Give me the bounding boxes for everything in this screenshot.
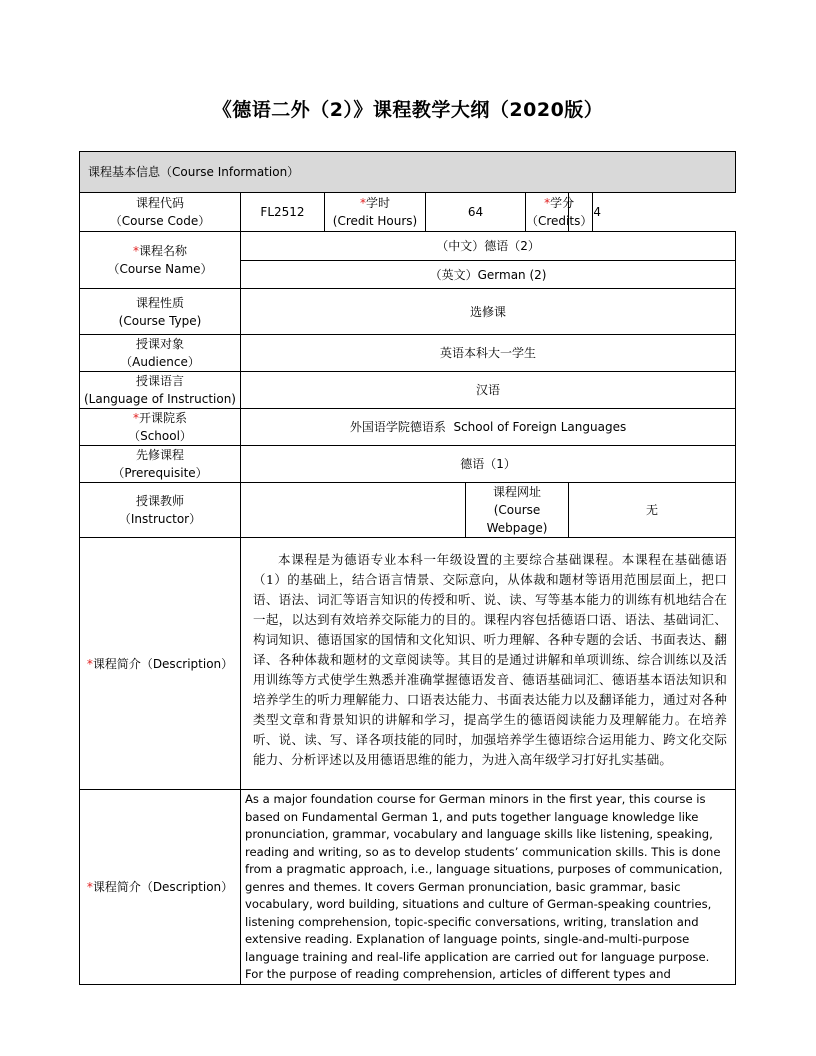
description-label: *课程简介（Description）	[80, 538, 241, 790]
prerequisite-label: 先修课程 （Prerequisite）	[80, 446, 241, 483]
course-type-label: 课程性质 (Course Type)	[80, 289, 241, 335]
description-en-text: As a major foundation course for German minors in the first year, this course is based on Fundamental German 1, and puts together language knowledge like pronunciation, grammar, vocabulary and language skills like listening, speaking, reading and writing, so as to develop students’ communication skills. This is done from a pragmatic approach, i.e., language situations, purposes of communication, genres and themes. It covers German pronunciation, basic grammar, basic vocabulary, word building, situations and culture of German-speaking countries, listening comprehension, topic-specific conversations, writing, translation and extensive reading. Explanation of language points, single-and-multi-purpose language training and real-life application are carried out for language purpose. For the purpose of reading comprehension, articles of different types and	[241, 790, 736, 985]
language-value: 汉语	[241, 372, 736, 409]
description-cn-text: 本课程是为德语专业本科一年级设置的主要综合基础课程。本课程在基础德语（1）的基础上，结合语言情景、交际意向，从体裁和题材等语用范围层面上，把口语、语法、词汇等语言知识的传授和听、说、读、写等基本能力的训练有机地结合在一起，以达到有效培养交际能力的目的。课程内容包括德语口语、语法、基础词汇、构词知识、德语国家的国情和文化知识、听力理解、各种专题的会话、书面表达、翻译、各种体裁和题材的文章阅读等。其目的是通过讲解和单项训练、综合训练以及活用训练等方式使学生熟悉并准确掌握德语发音、德语基础词汇、德语基本语法知识和培养学生的听力理解能力、口语表达能力、书面表达能力以及翻译能力，通过对各种类型文章和背景知识的讲解和学习，提高学生的德语阅读能力及理解能力。在培养听、说、读、写、译各项技能的同时，加强培养学生德语综合运用能力、跨文化交际能力、分析评述以及用德语思维的能力，为进入高年级学习打好扎实基础。	[253, 552, 728, 767]
required-mark: *	[132, 411, 139, 425]
webpage-value: 无	[569, 483, 736, 538]
prerequisite-row	[80, 446, 736, 483]
course-code-row	[80, 193, 736, 232]
language-row	[80, 372, 736, 409]
course-info-table	[79, 151, 736, 985]
audience-row	[80, 335, 736, 372]
credits-value: 4	[593, 205, 601, 219]
description-cn-row	[80, 538, 736, 790]
audience-label: 授课对象 （Audience）	[80, 335, 241, 372]
course-name-en: （英文）German (2)	[241, 261, 736, 289]
school-value: 外国语学院德语系 School of Foreign Languages	[241, 409, 736, 446]
description-label-en: *课程简介（Description）	[80, 790, 241, 985]
description-cn-cell	[241, 538, 736, 790]
school-row	[80, 409, 736, 446]
document-title: 《德语二外（2）》课程教学大纲（2020版）	[212, 99, 604, 121]
credits-cell	[526, 193, 601, 232]
course-code-label: 课程代码 （Course Code）	[80, 193, 241, 232]
instructor-label: 授课教师 （Instructor）	[80, 483, 241, 538]
credit-hours-value: 64	[426, 193, 526, 232]
course-name-cn: （中文）德语（2）	[241, 232, 736, 261]
section-header-row	[80, 152, 736, 193]
instructor-row	[80, 483, 736, 538]
prerequisite-value: 德语（1）	[241, 446, 736, 483]
credit-hours-label: *学时 (Credit Hours)	[325, 193, 426, 232]
webpage-label: 课程网址 (Course Webpage)	[466, 483, 569, 538]
course-code-value: FL2512	[241, 193, 325, 232]
section-header: 课程基本信息（Course Information）	[80, 152, 736, 193]
course-type-value: 选修课	[241, 289, 736, 335]
course-name-row-cn	[80, 232, 736, 261]
instructor-value	[241, 483, 466, 538]
course-name-label: *课程名称 （Course Name）	[80, 232, 241, 289]
required-mark: *	[86, 879, 93, 894]
required-mark: *	[132, 244, 139, 258]
course-type-row	[80, 289, 736, 335]
credits-label: *学分 （Credits）	[526, 193, 593, 231]
description-en-row	[80, 790, 736, 985]
required-mark: *	[86, 656, 93, 671]
language-label: 授课语言 (Language of Instruction)	[80, 372, 241, 409]
required-mark: *	[544, 196, 551, 210]
school-label: *开课院系 （School）	[80, 409, 241, 446]
audience-value: 英语本科大一学生	[241, 335, 736, 372]
required-mark: *	[359, 196, 366, 210]
